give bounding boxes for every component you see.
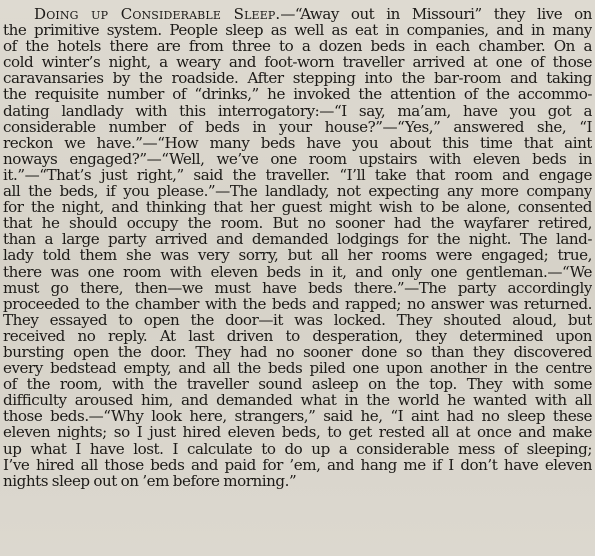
article-line: caravansaries by the roadside. After stepping into the bar-room and taking (3, 70, 592, 87)
article-line: nights sleep out on ’em before morning.” (3, 472, 297, 489)
article-line: of the room, with the traveller sound asleep on the top. They with some (3, 376, 592, 393)
article-line: noways engaged?”—“Well, we’ve one room upstairs with eleven beds in (3, 150, 592, 167)
article-line-text: —“Away out in Missouri” they live on (280, 6, 592, 23)
article-line: there was one room with eleven beds in it, and only one gentleman.—“We (3, 263, 592, 280)
article-line: considerable number of beds in your house?”—“Yes,” answered she, “I (3, 118, 592, 135)
article-line: it.”—“That’s just right,” said the traveller. “I’ll take that room and engage (3, 166, 592, 184)
article-body (3, 6, 592, 489)
article-line: They essayed to open the door—it was locked. They shouted aloud, but (3, 311, 592, 328)
article-line: bursting open the door. They had no sooner done so than they discovered (3, 343, 592, 361)
article-line: the requisite number of “drinks,” he invoked the attention of the accommo- (3, 86, 592, 103)
article-line: lady told them she was very sorry, but all her rooms were engaged; true, (3, 247, 592, 264)
article-headline: Doing up Considerable Sleep. (34, 6, 281, 23)
article-line: difficulty aroused him, and demanded what in the world he wanted with all (3, 392, 592, 409)
article-line (3, 6, 592, 22)
article-line: cold winter’s night, a weary and foot-worn traveller arrived at one of those (3, 54, 592, 71)
article-line: dating landlady with this interrogatory:—“I say, ma’am, have you got a (3, 102, 592, 119)
article-line: those beds.—“Why look here, strangers,” said he, “I aint had no sleep these (3, 408, 592, 425)
article-line: received no reply. At last driven to desperation, they determined upon (3, 327, 592, 344)
article-line: for the night, and thinking that her guest might wish to be alone, consented (3, 199, 592, 216)
article-line: I’ve hired all those beds and paid for ’em, and hang me if I don’t have eleven (3, 456, 592, 473)
article-line: every bedstead empty, and all the beds piled one upon another in the centre (3, 360, 592, 377)
article-line: reckon we have.”—“How many beds have you about this time that aint (3, 134, 592, 151)
article-line: than a large party arrived and demanded lodgings for the night. The land- (3, 231, 592, 248)
article-line: eleven nights; so I just hired eleven beds, to get rested all at once and make (3, 424, 592, 441)
article-line: the primitive system. People sleep as well as eat in companies, and in many (3, 22, 592, 39)
article-line: proceeded to the chamber with the beds and rapped; no answer was returned. (3, 295, 592, 312)
article-line: all the beds, if you please.”—The landlady, not expecting any more company (3, 183, 592, 200)
article-line: that he should occupy the room. But no sooner had the wayfarer retired, (3, 215, 592, 232)
article-line: of the hotels there are from three to a dozen beds in each chamber. On a (3, 38, 592, 55)
article-line: up what I have lost. I calculate to do up a considerable mess of sleeping; (3, 440, 592, 457)
article-line: must go there, then—we must have beds there.”—The party accordingly (3, 279, 592, 296)
